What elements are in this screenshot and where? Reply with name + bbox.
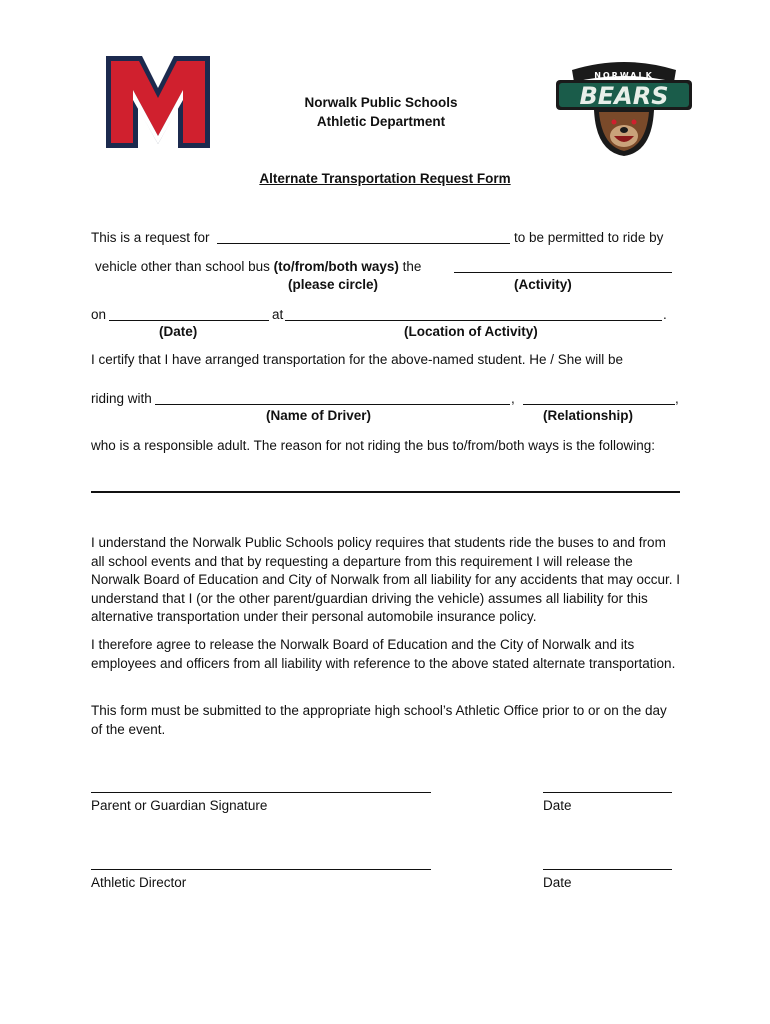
parent-date-field[interactable] xyxy=(543,792,672,793)
location-label: (Location of Activity) xyxy=(404,324,538,339)
relationship-label: (Relationship) xyxy=(543,408,633,423)
policy-paragraph: I understand the Norwalk Public Schools policy requires that students ride the buses to and from all school events and that by requesting a departure from this requirement I will release the Norwalk Board of Education and City of Norwalk from all liability for any accidents that may occur. I understand that I (or the other parent/guardian driving the vehicle) assumes all liability for this alternative transportation under their personal automobile insurance policy. xyxy=(91,535,681,625)
school-name: Norwalk Public Schools xyxy=(304,95,458,110)
m-logo-icon xyxy=(104,54,212,150)
director-date-label: Date xyxy=(543,875,572,890)
location-field[interactable] xyxy=(285,320,662,321)
m-logo xyxy=(104,54,212,150)
activity-field[interactable] xyxy=(454,272,672,273)
activity-label: (Activity) xyxy=(514,277,572,292)
department-name: Athletic Department xyxy=(316,114,446,129)
bear-head-icon xyxy=(552,56,696,158)
vehicle-prefix: vehicle other than school bus xyxy=(95,259,270,274)
parent-signature-label: Parent or Guardian Signature xyxy=(91,798,268,813)
date-label: (Date) xyxy=(159,324,198,339)
relationship-field[interactable] xyxy=(523,404,675,405)
director-signature-field[interactable] xyxy=(91,869,431,870)
student-name-field[interactable] xyxy=(217,243,510,244)
vehicle-suffix: the xyxy=(402,259,422,274)
on-text: on xyxy=(91,307,107,322)
logo-norwalk-text: NORWALK xyxy=(594,71,654,80)
comma-1: , xyxy=(511,391,515,406)
request-suffix: to be permitted to ride by xyxy=(514,230,664,245)
please-circle-label: (please circle) xyxy=(288,277,379,292)
logo-bears-text: BEARS xyxy=(579,82,669,110)
director-date-field[interactable] xyxy=(543,869,672,870)
bears-logo xyxy=(552,56,696,158)
director-signature-label: Athletic Director xyxy=(91,875,187,890)
driver-name-field[interactable] xyxy=(155,404,510,405)
request-prefix: This is a request for xyxy=(91,230,210,245)
vehicle-text xyxy=(95,258,421,276)
period-text: . xyxy=(663,307,667,322)
form-title: Alternate Transportation Request Form xyxy=(259,171,511,186)
at-text: at xyxy=(272,307,284,322)
comma-2: , xyxy=(675,391,679,406)
reason-text: who is a responsible adult. The reason for not riding the bus to/from/both ways is the following: xyxy=(91,438,656,453)
reason-field[interactable] xyxy=(91,491,680,493)
release-paragraph: I therefore agree to release the Norwalk Board of Education and the City of Norwalk and its employees and officers from all liability with reference to the above stated alternate transportation. xyxy=(91,637,676,671)
direction-options[interactable]: (to/from/both ways) xyxy=(273,259,399,274)
submit-paragraph: This form must be submitted to the appropriate high school’s Athletic Office prior to or on the day of the event. xyxy=(91,703,667,737)
riding-with-text: riding with xyxy=(91,391,152,406)
certify-text: I certify that I have arranged transportation for the above-named student. He / She will be xyxy=(91,352,624,367)
parent-date-label: Date xyxy=(543,798,572,813)
date-field[interactable] xyxy=(109,320,269,321)
parent-signature-field[interactable] xyxy=(91,792,431,793)
driver-label: (Name of Driver) xyxy=(266,408,372,423)
